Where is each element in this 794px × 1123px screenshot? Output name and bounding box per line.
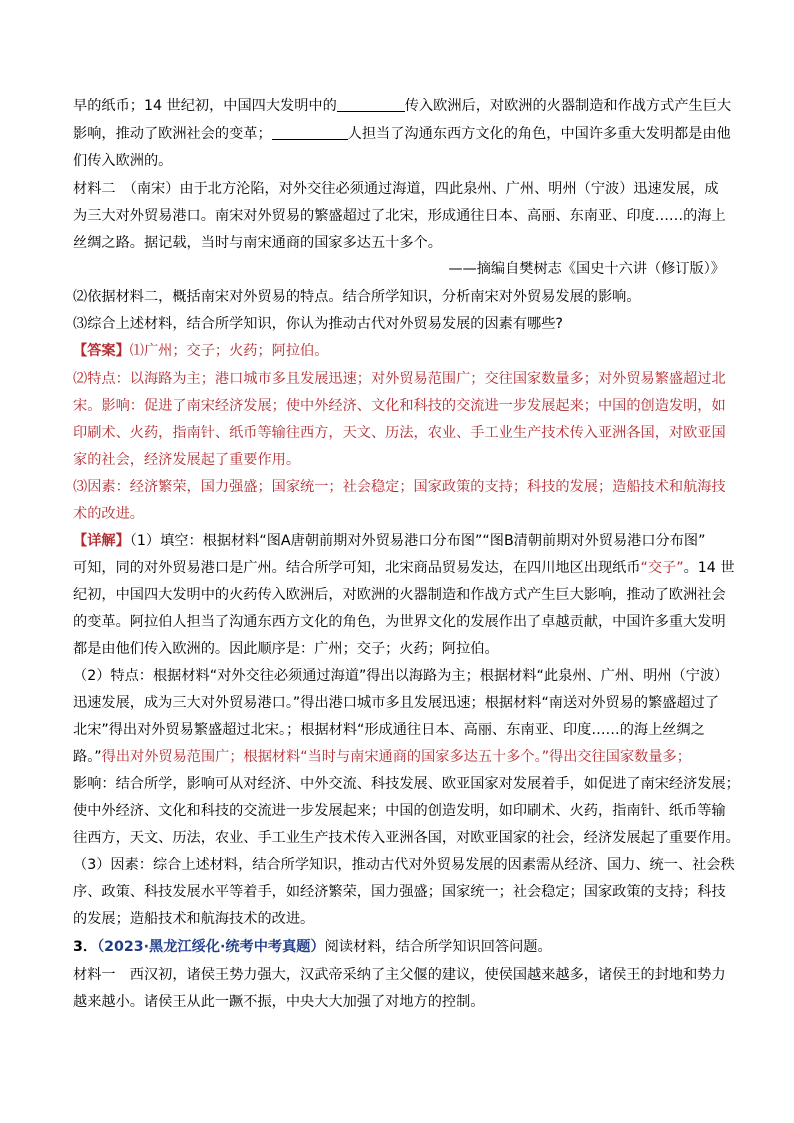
material-one-line-2 <box>73 124 731 144</box>
material-two-line-1: 材料二 （南宋）由于北方沦陷，对外交往必须通过海道，四此泉州、广州、明州（宁波）迅速发展，成 <box>73 181 719 197</box>
detail-p2-line-5: 影响：结合所学，影响可从对经济、中外交流、科技发展、欧亚国家对发展着手，如促进了南宋经济发展； <box>73 776 740 792</box>
detail-p3-line-1: （3）因素：综合上述材料，结合所学知识，推动古代对外贸易发展的因素需从经济、国力、统一、社会秩 <box>73 857 735 873</box>
answer-line-1 <box>73 341 725 361</box>
answer-2-line-2: 宋。影响：促进了南宋经济发展；使中外经济、文化和科技的交流进一步发展起来；中国的创造发明，如 <box>73 398 726 414</box>
material-two-source: ——摘编自樊树志《国史十六讲（修订版）》 <box>448 261 725 277</box>
detail-p2-line-6: 使中外经济、文化和科技的交流进一步发展起来；中国的创造发明，如印刷术、火药，指南针、纸币等输 <box>73 803 726 819</box>
fill-blank <box>272 125 348 140</box>
answer-2-line-4: 家的社会，经济发展起了重要作用。 <box>73 452 301 468</box>
material-one-line-1 <box>73 96 732 116</box>
answer-2-line-1: ⑵特点：以海路为主；港口城市多且发展迅速；对外贸易范围广；交往国家数量多；对外贸易繁盛超过北 <box>73 371 726 387</box>
answer-2-line-3: 印刷术、火药，指南针、纸币等输往西方，天文、历法，农业、手工业生产技术传入亚洲各国，对欧亚国 <box>73 425 726 441</box>
text-segment: 。14 世 <box>683 560 735 576</box>
text-segment: （1）填空：根据材料“图A唐朝前期对外贸易港口分布图”“图B清朝前期对外贸易港口分布图” <box>129 533 706 549</box>
detail-p1-line-1 <box>73 531 725 551</box>
question-3-material-1-line-2: 越来越小。诸侯王从此一蹶不振，中央大大加强了对地方的控制。 <box>73 994 485 1010</box>
detail-p1-line-4: 的变革。阿拉伯人担当了沟通东西方文化的角色，为世界文化的发展作出了卓越贡献，中国许多重大发明 <box>73 614 726 630</box>
question-3-header <box>73 937 725 957</box>
text-segment: 影响，推动了欧洲社会的变革； <box>73 126 272 142</box>
detail-p1-line-3: 纪初，中国四大发明中的火药传入欧洲后，对欧洲的火器制造和作战方式产生巨大影响，推动了欧洲社会 <box>73 587 726 603</box>
detail-p2-line-3: 北宋”得出对外贸易繁盛超过北宋。；根据材料“形成通往日本、高丽、东南亚、印度……的海上丝绸之 <box>73 722 705 738</box>
highlight-text: “交子” <box>640 560 684 576</box>
answer-3-line-2: 术的改进。 <box>73 506 144 522</box>
answer-1: ⑴广州；交子；火药；阿拉伯。 <box>129 343 329 359</box>
detail-p2-line-1: （2）特点：根据材料“对外交往必须通过海道”得出以海路为主；根据材料“此泉州、广州、明州（宁波） <box>73 668 729 684</box>
detail-p2-line-2: 迅速发展，成为三大对外贸易港口。”得出港口城市多且发展迅速；根据材料“南送对外贸易的繁盛超过了 <box>73 695 720 711</box>
text-segment: 可知，同的对外贸易港口是广州。结合所学可知，北宋商品贸易发达，在四川地区出现纸币 <box>73 560 641 576</box>
text-segment: 人担当了沟通东西方文化的角色，中国许多重大发明都是由他 <box>347 126 731 142</box>
text-segment: 路。” <box>73 749 102 765</box>
detail-p3-line-2: 序、政策、科技发展水平等着手，如经济繁荣，国力强盛；国家统一；社会稳定；国家政策的支持；科技 <box>73 884 726 900</box>
detail-p1-line-2 <box>73 558 735 578</box>
question-prompt: 阅读材料，结合所学知识回答问题。 <box>324 939 552 955</box>
question-number: 3． <box>73 939 98 955</box>
material-two-line-2: 为三大对外贸易港口。南宋对外贸易的繁盛超过了北宋，形成通往日本、高丽、东南亚、印度……的海上 <box>73 208 726 224</box>
detail-p3-line-3: 的发展；造船技术和航海技术的改进。 <box>73 911 315 927</box>
detail-p2-line-7: 往西方，天文、历法，农业、手工业生产技术传入亚洲各国，对欧亚国家的社会，经济发展起了重要作用。 <box>73 830 740 846</box>
question-3-material-1-line-1: 材料一 西汉初，诸侯王势力强大，汉武帝采纳了主父偃的建议，使侯国越来越多，诸侯王的封地和势力 <box>73 967 726 983</box>
material-two-line-3: 丝绸之路。据记载，当时与南宋通商的国家多达五十多个。 <box>73 235 442 251</box>
detail-label: 【详解】 <box>73 533 130 549</box>
question-2: ⑵依据材料二，概括南宋对外贸易的特点。结合所学知识，分析南宋对外贸易发展的影响。 <box>73 289 641 305</box>
material-one-line-3: 们传入欧洲的。 <box>73 153 173 169</box>
answer-label: 【答案】 <box>73 343 130 359</box>
text-segment: 早的纸币；14 世纪初，中国四大发明中的 <box>73 98 337 114</box>
detail-p2-line-4 <box>73 747 725 767</box>
highlight-text: 得出对外贸易范围广；根据材料“当时与南宋通商的国家多达五十多个。”得出交往国家数量多； <box>101 749 691 765</box>
fill-blank <box>337 97 405 112</box>
question-3: ⑶综合上述材料，结合所学知识，你认为推动古代对外贸易发展的因素有哪些? <box>73 316 563 332</box>
answer-3-line-1: ⑶因素：经济繁荣，国力强盛；国家统一；社会稳定；国家政策的支持；科技的发展；造船技术和航海技 <box>73 479 726 495</box>
question-source: （2023·黑龙江绥化·统考中考真题） <box>97 939 325 955</box>
text-segment: 传入欧洲后，对欧洲的火器制造和作战方式产生巨大 <box>404 98 732 114</box>
detail-p1-line-5: 都是由他们传入欧洲的。因此顺序是：广州；交子；火药；阿拉伯。 <box>73 641 499 657</box>
